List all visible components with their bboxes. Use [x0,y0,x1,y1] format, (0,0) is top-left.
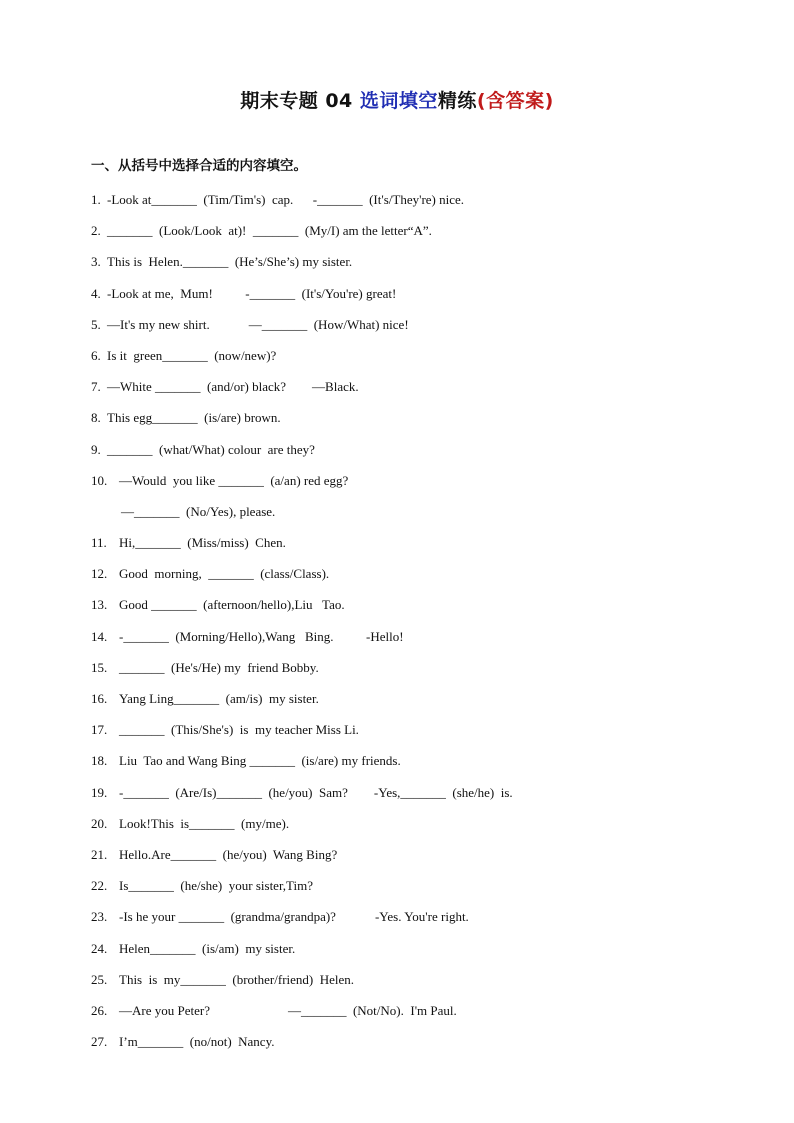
question-text: Hello.Are_______ (he/you) Wang Bing? [119,846,338,862]
question-text: I’m_______ (no/not) Nancy. [119,1034,275,1050]
question-text: This is Helen._______ (He’s/She’s) my sister. [107,254,353,270]
question-text: _______ (Look/Look at)! _______ (My/I) am the letter“A”. [107,223,432,239]
question-item [91,777,751,808]
question-text: _______ (what/What) colour are they? [107,441,315,457]
question-text: -Look at me, Mum! -_______ (It's/You're) great! [107,285,397,301]
question-text: Look!This is_______ (my/me). [119,815,290,831]
question-item [91,652,751,683]
title-part-subject: 选词填空 [359,90,438,112]
question-item [91,1026,751,1057]
question-item [91,434,751,465]
question-number: 22. [91,878,108,894]
question-number: 20. [91,815,108,831]
question-number: 6. [91,347,101,363]
question-item [91,527,751,558]
question-number: 12. [91,566,108,582]
question-text: _______ (He's/He) my friend Bobby. [119,659,319,675]
question-item [91,621,751,652]
question-number: 25. [91,971,108,987]
question-item [91,496,751,527]
question-number: 4. [91,285,101,301]
question-item [91,901,751,932]
question-text: -Look at_______ (Tim/Tim's) cap. -_______ (It's/They're) nice. [107,192,465,207]
question-text: _______ (This/She's) is my teacher Miss Li. [119,722,359,738]
question-text: —It's my new shirt. —_______ (How/What) nice! [107,316,409,332]
question-text: —White _______ (and/or) black? —Black. [107,379,359,395]
question-item [91,278,751,309]
question-text: Hi,_______ (Miss/miss) Chen. [119,535,286,551]
question-item [91,246,751,277]
question-text: -_______ (Morning/Hello),Wang Bing. -Hello! [119,628,404,644]
question-text: This is my_______ (brother/friend) Helen. [119,971,355,987]
question-text: -Is he your _______ (grandma/grandpa)? -Yes. You're right. [119,909,469,925]
question-text: —Would you like _______ (a/an) red egg? [119,472,349,488]
question-text: Liu Tao and Wang Bing _______ (is/are) my friends. [119,753,401,769]
question-text: Is_______ (he/she) your sister,Tim? [119,878,313,894]
page-title [0,86,794,113]
question-text: This egg_______ (is/are) brown. [107,410,281,426]
question-item [91,933,751,964]
title-part-practice: 精练 [437,90,477,112]
question-item [91,215,751,246]
question-text: Good morning, _______ (class/Class). [119,566,330,582]
title-part-topic: 期末专题 04 [240,90,360,112]
question-item [91,402,751,433]
question-number: 14. [91,628,108,644]
question-item [91,589,751,620]
question-item [91,184,751,215]
question-number: 17. [91,722,108,738]
question-item [91,808,751,839]
question-number: 19. [91,784,108,800]
question-number: 9. [91,441,101,457]
question-list [91,184,751,1057]
question-item [91,683,751,714]
question-number: 24. [91,940,108,956]
question-text: Helen_______ (is/am) my sister. [119,940,296,956]
question-text: Yang Ling_______ (am/is) my sister. [119,691,319,706]
question-number: 10. [91,472,108,488]
question-number: 15. [91,659,108,675]
question-item [91,870,751,901]
question-item [91,465,751,496]
question-number: 1. [91,192,101,207]
question-text: —Are you Peter? —_______ (Not/No). I'm Paul. [119,1002,457,1018]
question-item [91,839,751,870]
question-item [91,309,751,340]
question-number: 16. [91,691,108,706]
question-item [91,558,751,589]
question-number: 3. [91,254,101,270]
question-text: -_______ (Are/Is)_______ (he/you) Sam? -Yes,_______ (she/he) is. [119,784,513,800]
section-heading: 一、从括号中选择合适的内容填空。 [91,158,307,174]
question-number: 11. [91,535,107,551]
question-item [91,745,751,776]
question-number: 23. [91,909,108,925]
title-part-answers: (含答案) [476,90,554,112]
question-number: 26. [91,1002,108,1018]
question-item [91,995,751,1026]
question-item [91,964,751,995]
question-number: 5. [91,316,101,332]
question-number: 27. [91,1034,108,1050]
question-item [91,714,751,745]
question-number: 7. [91,379,101,395]
question-number: 8. [91,410,101,426]
question-item [91,371,751,402]
question-number: 18. [91,753,108,769]
question-text: Good _______ (afternoon/hello),Liu Tao. [119,597,345,613]
question-number: 13. [91,597,108,613]
question-item [91,340,751,371]
question-number: 21. [91,846,108,862]
question-text: —_______ (No/Yes), please. [121,503,276,519]
question-text: Is it green_______ (now/new)? [107,347,277,363]
question-number: 2. [91,223,101,239]
